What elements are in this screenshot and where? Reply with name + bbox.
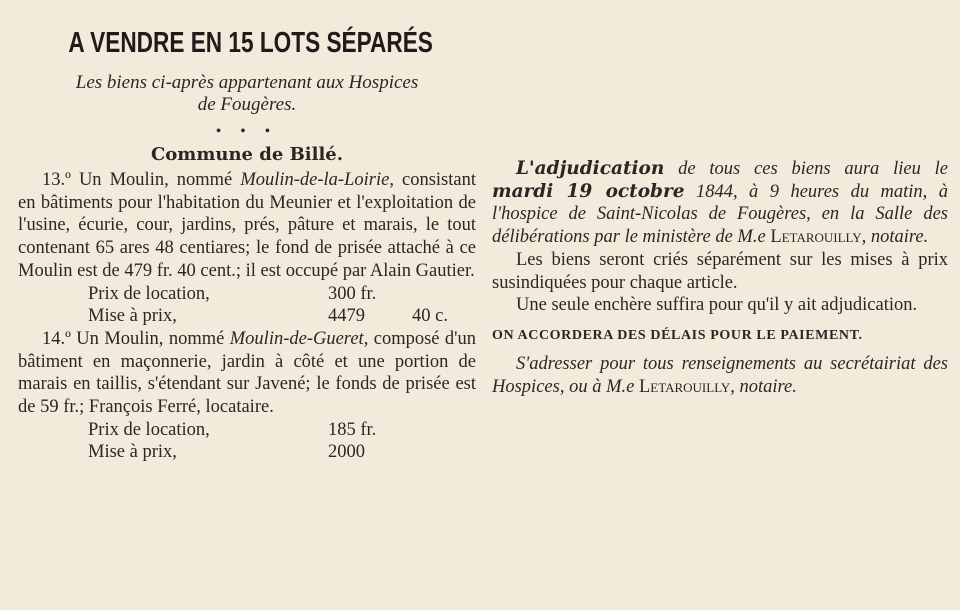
lot-14-reserve-label: Mise à prix, (88, 442, 177, 463)
lot-13-reserve-label: Mise à prix, (88, 306, 177, 327)
lot-13-rent-label: Prix de location, (88, 283, 210, 304)
lot-14-description (18, 328, 476, 419)
adjudication-paragraph (492, 158, 948, 249)
lot-13-mill-name: Moulin-de-la-Loirie (240, 170, 390, 190)
lot-13-number: 13.º (42, 170, 71, 190)
lot-13-reserve-value: 4479 (328, 306, 365, 327)
lot-14-rent-row (18, 419, 476, 442)
lot-14-rent-value: 185 fr. (328, 419, 377, 440)
lot-13-text-start: Un Moulin, nommé (78, 170, 241, 190)
ornament-dots: • • • (216, 124, 278, 139)
lot-14-text-end: , composé d'un bâtiment en maçonnerie, jardin à côté et une portion de marais en taillis, s'étendant sur Javené; le fonds de prisée est de 59 fr.; François Ferré, locataire. (18, 328, 476, 418)
subtitle-line-2: de Fougères. (197, 94, 297, 115)
auction-paragraph-2: Une seule enchère suffira pour qu'il y ait adjudication. (516, 295, 918, 316)
lot-13-reserve-cents: 40 c. (412, 306, 448, 327)
adjudication-date: mardi 19 octobre (492, 180, 685, 202)
contact-paragraph (492, 353, 948, 398)
lot-13-rent-value: 300 fr. (328, 283, 377, 304)
lot-13-reserve-row (18, 305, 476, 328)
adjudication-notary: Letarouilly (770, 227, 862, 248)
contact-text-1: S'adresser pour tous renseignements au secrétairiat des Hospices, ou à M.e (492, 353, 948, 397)
payment-notice: ON ACCORDERA DES DÉLAIS POUR LE PAIEMENT. (492, 327, 863, 343)
lot-14-rent-label: Prix de location, (88, 419, 210, 440)
lot-13-description (18, 169, 476, 283)
page-title: A VENDRE EN 15 LOTS SÉPARÉS (68, 27, 433, 59)
commune-heading: Commune de Billé. (150, 144, 344, 165)
right-column (492, 158, 948, 398)
adjudication-text-1: de tous ces biens aura lieu le (664, 159, 948, 179)
adjudication-text-3: , notaire. (861, 227, 929, 248)
lot-13-rent-row (18, 283, 476, 306)
adjudication-lead: L'adjudication (516, 158, 665, 179)
lot-13-text-end: , consistant en bâtiments pour l'habitation du Meunier et l'exploitation de l'usine, écurie, cour, jardins, prés, pâture et marais, le tout contenant 65 ares 48 centiares; le fond de prisée attaché à ce Moulin est de 479 fr. 40 cent.; il est occupé par Alain Gautier. (18, 170, 476, 281)
contact-notary: Letarouilly (638, 376, 731, 397)
left-column (18, 22, 476, 464)
lot-14-number: 14.º (42, 328, 71, 349)
auction-paragraph-1: Les biens seront criés séparément sur les mises à prix susindiquées pour chaque article. (492, 249, 948, 293)
lot-14-text-start: Un Moulin, nommé (76, 328, 230, 349)
subtitle-line-1: Les biens ci-après appartenant aux Hospices (75, 72, 419, 93)
contact-text-2: , notaire. (730, 376, 797, 397)
lot-14-reserve-value: 2000 (328, 442, 365, 463)
lot-14-mill-name: Moulin-de-Gueret (229, 328, 364, 349)
lot-14-reserve-row (18, 441, 476, 464)
adjudication-text-2: 1844, à 9 heures du matin, à l'hospice de Saint-Nicolas de Fougères, en la Salle des délibérations par le ministère de M.e (492, 181, 948, 248)
